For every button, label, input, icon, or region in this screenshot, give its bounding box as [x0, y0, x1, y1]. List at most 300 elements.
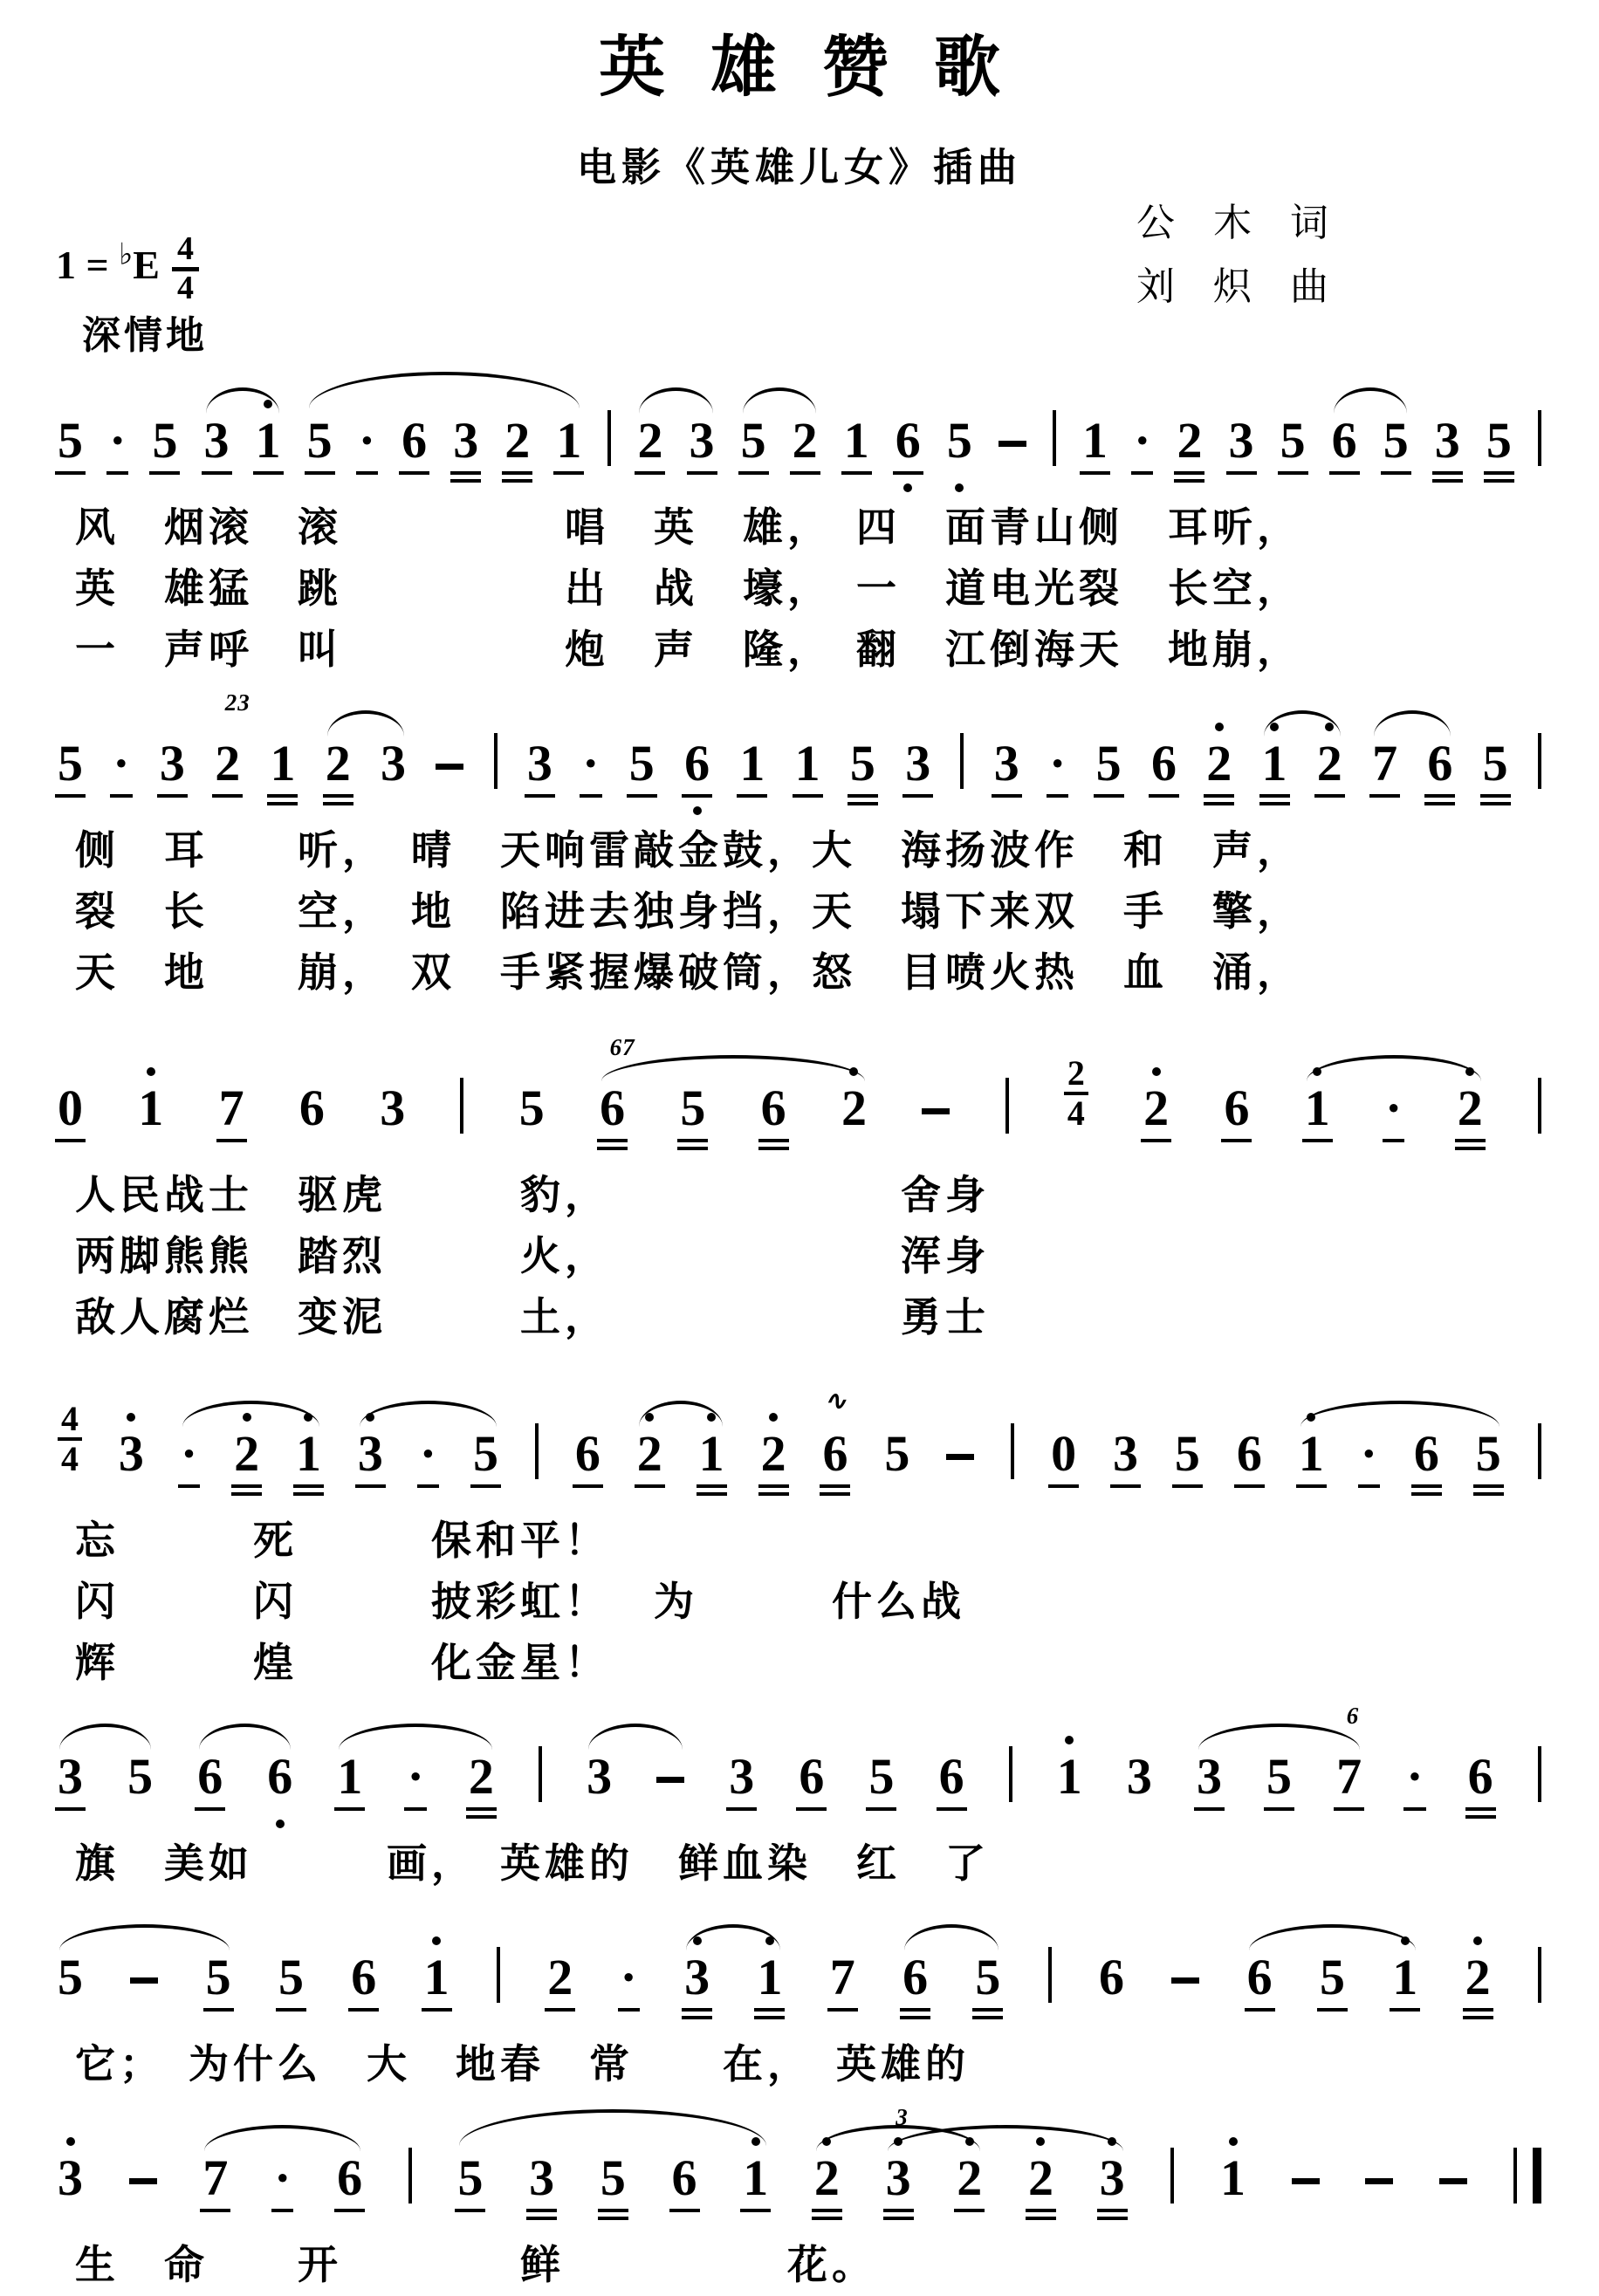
note-token — [1427, 734, 1453, 792]
beam-underline — [954, 2209, 985, 2212]
note-glyph: 6 — [760, 1079, 786, 1137]
note-token — [357, 1425, 383, 1483]
note-glyph: · — [620, 1948, 637, 2005]
beam-underline — [1149, 794, 1179, 798]
note-token — [504, 412, 531, 469]
beam-underline — [293, 1484, 324, 1488]
beam-underline — [1369, 794, 1400, 798]
beam-underline — [1463, 2008, 1493, 2012]
note-glyph: 6 — [337, 2149, 363, 2206]
note-glyph: 1 — [739, 734, 765, 792]
flat-sign-icon: ♭ — [119, 238, 134, 271]
beam-underline — [195, 1807, 225, 1811]
beam-underline — [1141, 1139, 1171, 1142]
note-token — [628, 734, 655, 792]
beam-underline — [334, 1807, 365, 1811]
note-glyph: 2 — [792, 412, 818, 469]
beam-underline — [972, 2008, 1003, 2012]
beam-underline — [697, 1484, 727, 1488]
beam-underline — [1245, 2008, 1275, 2012]
octave-dot-below — [903, 483, 912, 492]
note-glyph: 1 — [1261, 734, 1287, 792]
note-glyph: 6 — [1467, 1747, 1493, 1805]
note-token — [1174, 1425, 1200, 1483]
note-token — [58, 412, 83, 469]
beam-underline — [677, 1139, 708, 1142]
beam-underline — [1473, 1492, 1504, 1496]
time-signature-numerator: 4 — [58, 1401, 82, 1441]
notation-line — [52, 684, 1547, 820]
slur-arc — [639, 1401, 723, 1427]
note-token — [1224, 1079, 1250, 1137]
note-glyph: 3 — [684, 1948, 710, 2005]
note-glyph: 2 — [841, 1079, 867, 1137]
lyric-row: 英 雄猛 跳 出 战 壕， 一 道电光裂 长空， — [75, 565, 1301, 611]
note-glyph: · — [1385, 1079, 1403, 1137]
lyric-row: 敌人腐烂 变泥 土， 勇士 — [75, 1294, 990, 1340]
lyrics-block — [52, 820, 1547, 1004]
note-token — [138, 1079, 164, 1137]
note-glyph: 1 — [556, 412, 582, 469]
note-glyph: 2 — [1177, 412, 1203, 469]
barline — [1538, 1947, 1541, 2003]
note-glyph: 5 — [58, 1948, 83, 2005]
note-glyph: 6 — [1224, 1079, 1250, 1137]
beam-underline — [758, 1484, 789, 1488]
beam-underline — [553, 471, 584, 475]
beam-underline — [597, 1139, 628, 1142]
beam-underline — [526, 2217, 557, 2220]
note-glyph: 1 — [255, 412, 281, 469]
note-token — [1319, 1948, 1345, 2005]
note-glyph: 6 — [197, 1747, 223, 1805]
beam-underline — [841, 471, 872, 475]
beam-underline — [900, 2016, 930, 2019]
beam-underline — [812, 2209, 842, 2212]
note-glyph: 2 — [813, 2149, 840, 2206]
score-meta-row — [52, 192, 1547, 358]
note-glyph: 1 — [794, 734, 820, 792]
note-token — [905, 734, 931, 792]
tempo-marking: 深情地 — [82, 314, 208, 357]
beam-underline — [149, 471, 180, 475]
barline — [1538, 1423, 1541, 1479]
note-token — [1261, 734, 1287, 792]
slur-arc — [206, 387, 279, 414]
note-glyph: 7 — [1372, 734, 1398, 792]
beam-underline — [323, 802, 353, 805]
note-token — [1392, 1948, 1418, 2005]
beam-underline — [758, 1492, 789, 1496]
note-token — [698, 1425, 724, 1483]
duration-dash — [1292, 2178, 1320, 2184]
beam-underline — [323, 794, 353, 798]
beam-underline — [466, 1807, 497, 1811]
beam-underline — [677, 1147, 708, 1150]
lyric-row: 闪 闪 披彩虹！ 为 什么战 — [75, 1579, 965, 1625]
note-token — [729, 1747, 755, 1805]
note-glyph: 7 — [1336, 1747, 1362, 1805]
beam-underline — [1390, 2008, 1420, 2012]
note-token — [902, 1948, 929, 2005]
note-token — [299, 1079, 325, 1137]
beam-underline — [404, 1807, 426, 1811]
beam-underline — [1480, 794, 1511, 798]
barline — [494, 733, 498, 789]
lyrics-block — [52, 1165, 1547, 1348]
note-token — [794, 734, 820, 792]
note-glyph: 5 — [306, 412, 333, 469]
beam-underline — [820, 1484, 850, 1488]
beam-underline — [992, 794, 1022, 798]
beam-underline — [1463, 2016, 1493, 2019]
beam-underline — [1097, 2217, 1128, 2220]
note-token — [1143, 1079, 1170, 1137]
note-token — [792, 412, 818, 469]
note-glyph: 5 — [1174, 1425, 1200, 1483]
note-token — [109, 412, 127, 469]
note-token — [1316, 734, 1342, 792]
note-glyph: 2 — [1457, 1079, 1483, 1137]
note-glyph: · — [407, 1747, 424, 1805]
beam-underline — [597, 1147, 628, 1150]
beam-underline — [417, 1484, 439, 1488]
note-token — [337, 2149, 363, 2206]
slur-arc — [743, 387, 816, 414]
music-system — [52, 1352, 1547, 1694]
note-token — [556, 412, 582, 469]
note-token — [1298, 1425, 1324, 1483]
beam-underline — [110, 794, 132, 798]
note-glyph: 6 — [799, 1747, 825, 1805]
lyric-row: 裂 长 空， 地 陷进去独身挡，天 塌下来双 手 擎， — [75, 888, 1301, 934]
note-glyph: 5 — [1319, 1948, 1345, 2005]
note-glyph: 5 — [58, 412, 83, 469]
note-token — [1406, 1747, 1424, 1805]
beam-underline — [356, 471, 378, 475]
beam-underline — [1080, 471, 1110, 475]
beam-underline — [820, 1492, 850, 1496]
octave-dot-above — [1152, 1067, 1161, 1076]
note-token — [325, 734, 351, 792]
mordent-icon: ∿ — [824, 1387, 847, 1416]
lyric-row: 天 地 崩， 双 手紧握爆破筒，怒 目喷火热 血 涌， — [75, 949, 1301, 995]
note-token — [358, 412, 376, 469]
slur-arc — [601, 1055, 865, 1081]
note-token — [582, 734, 600, 792]
beam-underline — [1302, 1139, 1333, 1142]
note-token — [203, 412, 230, 469]
note-glyph: 5 — [152, 412, 178, 469]
slur-arc — [639, 387, 713, 414]
beam-underline — [348, 2008, 379, 2012]
beam-underline — [1424, 794, 1455, 798]
note-token — [180, 1425, 198, 1483]
time-signature-numerator: 4 — [172, 232, 199, 271]
beam-underline — [972, 2016, 1003, 2019]
beam-underline — [682, 2016, 712, 2019]
barline — [408, 2148, 412, 2203]
note-glyph: 1 — [698, 1425, 724, 1483]
note-token — [407, 1747, 424, 1805]
note-token — [419, 1425, 437, 1483]
note-glyph: 3 — [381, 734, 407, 792]
note-glyph: 5 — [1266, 1747, 1293, 1805]
beam-underline — [1194, 1807, 1225, 1811]
note-glyph: 1 — [423, 1948, 450, 2005]
music-system — [52, 1898, 1547, 2095]
note-glyph: 0 — [1051, 1425, 1077, 1483]
beam-underline — [1172, 1484, 1203, 1488]
duration-dash — [656, 1777, 684, 1783]
beam-underline — [1278, 471, 1308, 475]
note-glyph: 5 — [457, 2149, 484, 2206]
beam-underline — [1097, 2209, 1128, 2212]
beam-underline — [737, 794, 767, 798]
beam-underline — [1131, 471, 1153, 475]
note-token — [1051, 1425, 1077, 1483]
note-glyph: 5 — [680, 1079, 706, 1137]
beam-underline — [1204, 794, 1234, 798]
time-signature-denominator: 4 — [1067, 1093, 1085, 1134]
beam-underline — [635, 471, 665, 475]
barline — [539, 1746, 542, 1802]
note-token — [351, 1948, 377, 2005]
octave-dot-below — [955, 483, 964, 492]
lyric-row: 侧 耳 听， 晴 天响雷敲金鼓，大 海扬波作 和 声， — [75, 826, 1301, 873]
beam-underline — [526, 2209, 557, 2212]
beam-underline — [1174, 479, 1204, 483]
note-glyph: 5 — [278, 1948, 304, 2005]
note-token — [1246, 1948, 1273, 2005]
note-glyph: 1 — [843, 412, 869, 469]
note-glyph: 1 — [337, 1747, 363, 1805]
beam-underline — [1465, 1807, 1496, 1811]
note-token — [684, 1948, 710, 2005]
beam-underline — [1259, 794, 1290, 798]
beam-underline — [754, 2008, 785, 2012]
note-glyph: 3 — [380, 1079, 406, 1137]
barline — [960, 733, 964, 789]
lyric-row: 辉 煌 化金星！ — [75, 1639, 609, 1685]
note-token — [1027, 2149, 1053, 2206]
lyricist-credit: 公 木 词 — [1136, 202, 1328, 244]
note-glyph: 5 — [740, 412, 766, 469]
note-glyph: · — [180, 1425, 198, 1483]
note-glyph: · — [358, 412, 376, 469]
note-glyph: 5 — [849, 734, 875, 792]
note-glyph: 1 — [1298, 1425, 1324, 1483]
note-glyph: 6 — [684, 734, 710, 792]
beam-underline — [305, 471, 335, 475]
note-token — [1220, 2149, 1246, 2206]
note-token — [743, 2149, 769, 2206]
note-glyph: 5 — [600, 2149, 626, 2206]
notation-line — [52, 1006, 1547, 1165]
lyrics-block — [52, 1511, 1547, 1694]
note-token — [381, 734, 407, 792]
note-token — [739, 734, 765, 792]
slur-arc — [686, 1924, 780, 1950]
note-glyph: 5 — [1482, 734, 1508, 792]
note-glyph: 3 — [453, 412, 479, 469]
barline — [1538, 1078, 1541, 1134]
slur-arc — [1334, 387, 1407, 414]
note-glyph: 1 — [1056, 1747, 1082, 1805]
note-token — [799, 1747, 825, 1805]
note-token — [1482, 734, 1508, 792]
grace-notes: 67 — [609, 1034, 635, 1061]
beam-underline — [450, 471, 481, 475]
beam-underline — [106, 471, 128, 475]
note-glyph: 2 — [1316, 734, 1342, 792]
music-system — [52, 2099, 1547, 2296]
note-token — [895, 412, 921, 469]
slur-arc — [182, 1401, 319, 1427]
note-token — [1385, 1079, 1403, 1137]
barline — [607, 410, 611, 466]
beam-underline — [200, 2209, 230, 2212]
note-glyph: 1 — [1392, 1948, 1418, 2005]
beam-underline — [267, 802, 298, 805]
note-glyph: 6 — [671, 2149, 697, 2206]
slur-arc — [204, 2125, 360, 2151]
beam-underline — [203, 2008, 234, 2012]
note-glyph: 6 — [267, 1747, 293, 1805]
beam-underline — [883, 2217, 914, 2220]
beam-underline — [1455, 1139, 1486, 1142]
beam-underline — [1383, 1139, 1404, 1142]
octave-dot-below — [276, 1820, 285, 1828]
note-glyph: 3 — [587, 1747, 613, 1805]
note-glyph: 5 — [1095, 734, 1122, 792]
note-token — [993, 734, 1019, 792]
note-token — [202, 2149, 229, 2206]
beam-underline — [253, 471, 284, 475]
beam-underline — [669, 2209, 700, 2212]
beam-underline — [202, 471, 232, 475]
note-token — [1095, 734, 1122, 792]
lyrics-block — [52, 2034, 1547, 2095]
note-glyph: 5 — [1475, 1425, 1501, 1483]
beam-underline — [525, 794, 555, 798]
note-token — [849, 734, 875, 792]
note-token — [1331, 412, 1357, 469]
beam-underline — [271, 2209, 293, 2212]
note-token — [1206, 734, 1232, 792]
beam-underline — [1411, 1492, 1442, 1496]
note-token — [473, 1425, 499, 1483]
note-glyph: 2 — [504, 412, 531, 469]
note-glyph: 2 — [957, 2149, 983, 2206]
beam-underline — [1221, 1139, 1252, 1142]
beam-underline — [1432, 479, 1463, 483]
note-token — [1228, 412, 1254, 469]
beam-underline — [618, 2008, 640, 2012]
barline — [535, 1423, 539, 1479]
beam-underline — [450, 479, 481, 483]
note-token — [600, 2149, 626, 2206]
notation-line — [52, 2099, 1547, 2235]
note-glyph: · — [1134, 412, 1151, 469]
note-token — [813, 2149, 840, 2206]
note-token — [337, 1747, 363, 1805]
note-glyph: 3 — [526, 734, 552, 792]
note-glyph: · — [113, 734, 130, 792]
music-system — [52, 361, 1547, 681]
note-glyph: 2 — [637, 412, 663, 469]
beam-underline — [758, 1139, 789, 1142]
note-token — [574, 1425, 600, 1483]
beam-underline — [1480, 802, 1511, 805]
note-token — [1413, 1425, 1439, 1483]
slur-arc — [59, 1924, 230, 1950]
note-glyph: 6 — [938, 1747, 964, 1805]
beam-underline — [738, 471, 769, 475]
duration-dash — [436, 764, 463, 770]
note-token — [423, 1948, 450, 2005]
note-token — [401, 412, 428, 469]
beam-underline — [1226, 471, 1257, 475]
note-token — [518, 1079, 545, 1137]
duration-dash — [999, 441, 1026, 447]
note-glyph: 5 — [1383, 412, 1409, 469]
note-token — [295, 1425, 321, 1483]
note-glyph: · — [109, 412, 127, 469]
slur-arc — [1198, 1724, 1360, 1750]
grace-notes: 3 — [896, 2103, 909, 2130]
note-token — [58, 2149, 83, 2206]
note-glyph: 2 — [636, 1425, 662, 1483]
beam-underline — [231, 1492, 262, 1496]
note-token — [58, 1747, 83, 1805]
beam-underline — [1403, 1807, 1425, 1811]
note-glyph: 3 — [1126, 1747, 1152, 1805]
slur-arc — [360, 1401, 497, 1427]
duration-dash — [130, 1977, 158, 1984]
barline — [1170, 2148, 1174, 2203]
note-token — [197, 1747, 223, 1805]
note-token — [671, 2149, 697, 2206]
note-glyph: 7 — [218, 1079, 244, 1137]
note-token — [1266, 1747, 1293, 1805]
note-glyph: 6 — [1413, 1425, 1439, 1483]
note-token — [234, 1425, 260, 1483]
beam-underline — [793, 794, 823, 798]
note-token — [587, 1747, 613, 1805]
beam-underline — [502, 479, 532, 483]
beam-underline — [1026, 2217, 1056, 2220]
note-token — [270, 734, 296, 792]
note-glyph: 3 — [1113, 1425, 1138, 1483]
note-glyph: 7 — [829, 1948, 855, 2005]
note-token — [215, 689, 250, 792]
note-token — [1113, 1425, 1138, 1483]
note-token — [600, 1034, 635, 1137]
beam-underline — [1314, 794, 1345, 798]
note-token — [757, 1948, 783, 2005]
beam-underline — [1484, 479, 1514, 483]
beam-underline — [1432, 471, 1463, 475]
slur-arc — [309, 372, 580, 408]
slur-arc — [904, 1924, 999, 1950]
note-glyph: 5 — [58, 734, 83, 792]
beam-underline — [866, 1807, 896, 1811]
barline — [1538, 733, 1541, 789]
beam-underline — [293, 1492, 324, 1496]
note-token — [457, 2149, 484, 2206]
barline — [1538, 410, 1541, 466]
